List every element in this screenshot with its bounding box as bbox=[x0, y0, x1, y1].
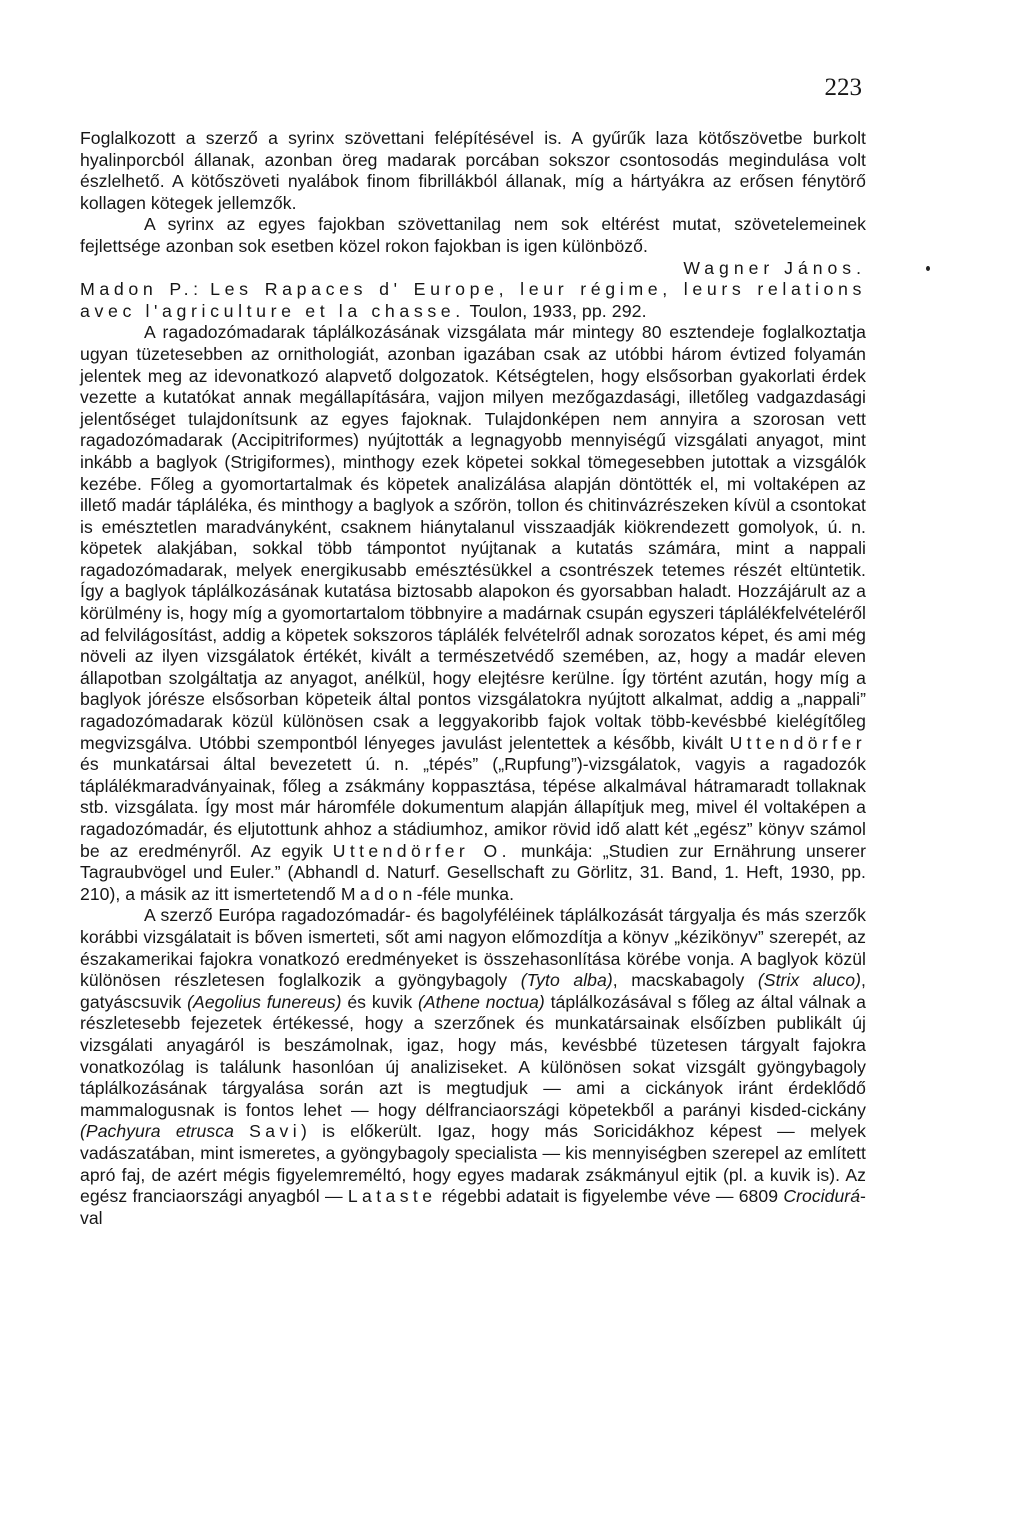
review2-p1-text-c: munkája: „Studien zur Ernährung unserer Tagraubvögel und Euler.” (Abhandl d. Naturf. Gesellschaft zu Görlitz, 31. Band, 1. Heft, 1930, pp. 210), a másik az itt ismertetendő bbox=[80, 840, 866, 904]
page-number: 223 bbox=[824, 74, 862, 101]
page-text bbox=[80, 128, 866, 1229]
review2-p1-text-d: -féle munka. bbox=[416, 883, 515, 904]
author-name-lataste: Lataste bbox=[347, 1186, 437, 1207]
review2-p2-text-f: ) is előkerült. Igaz, hogy más Soricidákhoz képest — melyek vadászatában, mint ismeretes, a gyöngybagoly specialista — kis mennyiségben szerepel az említett apró faj, de azért mégis figyelemreméltó, hogy egyes madarak zsákmányul ejtik (pl. a kuvik is). Az egész franciaországi anyagból — bbox=[80, 1121, 866, 1207]
review2-p2-text-e: táplálkozásával s főleg az által válnak a részletesebb fejezetek értékessé, hogy a szerzőnek és munkatársainak elsőízben publikált új vizsgálati anyagáról is beszámolnak, igaz, hogy más, kevésbbé tüzetesen tárgyalt fajokra vonatkozólag is találunk hasonlóan új analiziseket. A különösen sokat vizsgált gyöngybagoly táplálkozásának tárgyalása során azt is megtudjuk — ami a cickányok iránt érdeklődő mammalogusnak is fontos lehet — hogy délfranciaországi köpetekből a parányi kisded-cickány bbox=[80, 991, 866, 1120]
review2-p1-text-b: és munkatársai által bevezetett ú. n. „tépés” („Rupfung”)-vizsgálatok, vagyis a ragadozók táplálékmaradványainak, főleg a zsákmány koppasztása, tépése alkalmával hátramaradt tollaknak stb. vizsgálata. Így most már háromféle dokumentum alapján állapítjuk meg, mivel él voltaképen a ragadozómadár, és eljutottunk ahhoz a stádiumhoz, amikor rövid idő alatt két „egész” könyv számol be az eredményről. Az egyik bbox=[80, 754, 866, 861]
species-tyto-alba: (Tyto alba) bbox=[520, 970, 613, 991]
author-name-savi: Savi bbox=[249, 1121, 301, 1142]
reference-entry bbox=[80, 279, 866, 322]
species-pachyura-etrusca: (Pachyura etrusca bbox=[80, 1121, 234, 1142]
species-strix-aluco: (Strix aluco) bbox=[757, 970, 862, 991]
review1-paragraph-1: Foglalkozott a szerző a syrinx szövettani felépítésével is. A gyűrűk laza kötőszövetbe burkolt hyalinporcból állanak, azonban öreg madarak porcában sokszor csontosodás megindulása volt észlelhető. A kötőszöveti nyalábok finom fibrillákból állanak, míg a hártyákra az erősen fénytörő kollagen kötegek jellemzők. bbox=[80, 128, 866, 213]
author-name-madon: Madon bbox=[340, 883, 417, 904]
margin-mark bbox=[926, 266, 930, 271]
species-aegolius-funereus: (Aegolius funereus) bbox=[187, 991, 342, 1012]
review2-p2-text-c: , gatyáscsuvik bbox=[80, 970, 866, 1012]
reference-title: Les Rapaces d' Europe, leur régime, leurs relations avec l'agriculture et la chasse. bbox=[80, 279, 867, 321]
review2-p1-text-a: A ragadozómadarak táplálkozásának vizsgálata már mintegy 80 esztendeje foglalkoztatja ugyan tüzetesebben az ornithologiát, azonban igazában csak az utóbbi három évtized folyamán jelentek meg az idevonatkozó alapvető dolgozatok. Kétségtelen, hogy elsősorban gyakorlati érdek vezette a kutatókat annak megállapítására, vajjon milyen mezőgazdasági, illetőleg vadgazdasági jelentőséget tulajdonítsunk az egyes fajoknak. Tulajdonképen nem annyira a szorosan vett ragadozómadarak (Accipitriformes) nyújtották a legnagyobb mennyiségű vizsgálati anyagot, mint inkább a baglyok (Strigiformes), minthogy ezek köpetei sokkal tömegesebben jutottak a vizsgálók kezébe. Főleg a gyomortartalmak és köpetek analizálása alapján döntötték el, mi voltaképen az illető madár tápláléka, és minthogy a baglyok a szőrön, tollon és chitinvázrészeken kívül a csontokat is emésztetlen maradványként, csaknem hiánytalanul visszaadják kiökrendezett gomolyok, ú. n. köpetek alakjában, sokkal több támpontot nyújtanak a kutatás számára, mint a nappali ragadozómadarak, melyek energikusabb emésztésükkel a csontrészek tetemes részét eltüntetik. Így a baglyok táplálkozásának kutatása biztosabb alapokon és gyorsabban haladt. Hozzájárult az a körülmény is, hogy míg a gyomortartalom többnyire a madárnak csupán egyszeri táplálékfelvételéről ad felvilágosítást, addig a köpetek sokszoros táplálék felvételről adnak sorozatos képet, és ami még növeli az ilyen vizsgálatok értékét, kivált a természetvédő szemében, az, hogy a madár eleven állapotban szolgáltatja az anyagot, anélkül, hogy elejtésre kerülne. Így történt azután, hogy míg a baglyok jórésze elsősorban köpeteik által pontos vizsgálatokra nyújtott alkalmat, addig a „nappali” ragadozómadarak közül különösen csak a leggyakoribb fajok voltak több-kevésbbé kielégítőleg megvizsgálva. Utóbbi szempontból lényeges javulást jelentettek a később, kivált bbox=[80, 322, 866, 753]
review1-paragraph-2: A syrinx az egyes fajokban szövettanilag nem sok eltérést mutat, szövetelemeinek fejlettsége azonban sok esetben közel rokon fajokban is igen különböző. bbox=[80, 214, 866, 256]
reference-publication: Toulon, 1933, pp. 292. bbox=[469, 300, 647, 321]
reference-author: Madon P.: bbox=[80, 279, 203, 300]
review2-p2-text-d: és kuvik bbox=[347, 991, 413, 1012]
author-name-uttendorfer-o: Uttendörfer O. bbox=[332, 840, 511, 861]
review2-p2-text-a: A szerző Európa ragadozómadár- és bagolyféléinek táplálkozását tárgyalja és más szerzők korábbi vizsgálatait is bőven ismerteti, sőt ami nagyon előmozdítja a könyv „kézikönyv” szerepét, az északamerikai fajokra vonatkozó eredményeket is összehasonlítása körébe vonja. A baglyok közül különösen részletesen foglalkozik a gyöngybagoly bbox=[80, 905, 866, 991]
species-athene-noctua: (Athene noctua) bbox=[417, 991, 545, 1012]
review2-paragraph-1 bbox=[80, 322, 866, 905]
review2-p2-text-h: -val bbox=[80, 1186, 866, 1228]
review2-paragraph-2 bbox=[80, 905, 866, 1229]
species-crocidura: Crocidurá bbox=[783, 1186, 861, 1207]
review1-signature: Wagner János. bbox=[683, 257, 866, 278]
author-name-uttendorfer: Uttendörfer bbox=[729, 732, 866, 753]
review2-p2-text-g: régebbi adatait is figyelembe véve — 6809 bbox=[441, 1186, 779, 1207]
review2-p2-text-b: , macskabagoly bbox=[612, 970, 745, 991]
